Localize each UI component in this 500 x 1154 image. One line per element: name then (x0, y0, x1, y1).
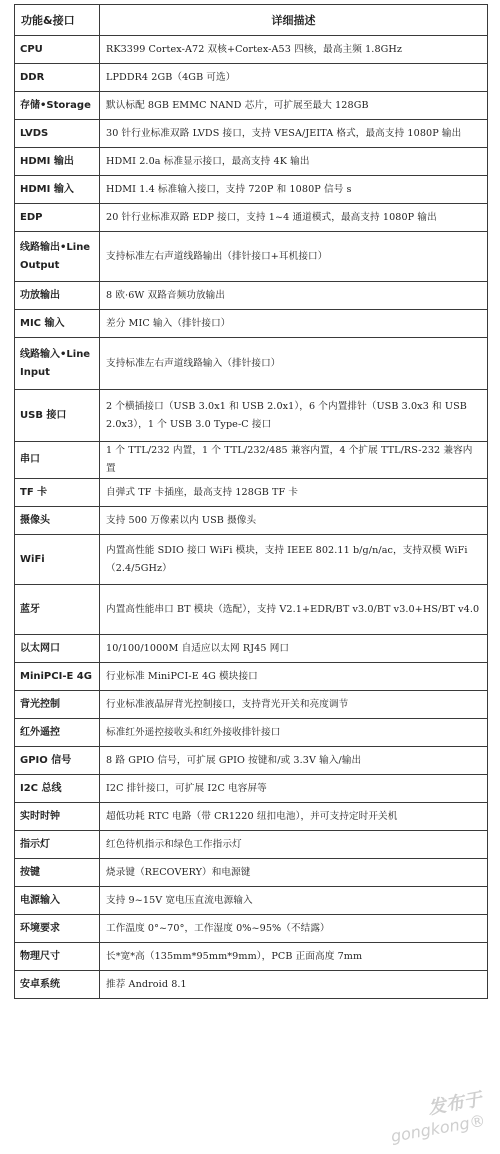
row-label: 物理尺寸 (15, 943, 100, 971)
row-value: 支持 9~15V 宽电压直流电源输入 (100, 887, 488, 915)
row-value: 支持 500 万像素以内 USB 摄像头 (100, 507, 488, 535)
table-row (15, 803, 488, 831)
table-row (15, 775, 488, 803)
row-label: 背光控制 (15, 691, 100, 719)
row-label: GPIO 信号 (15, 747, 100, 775)
row-value: 内置高性能串口 BT 模块（选配），支持 V2.1+EDR/BT v3.0/BT v3.0+HS/BT v4.0 (100, 585, 488, 635)
row-label: 电源输入 (15, 887, 100, 915)
table-row (15, 390, 488, 442)
row-label: 指示灯 (15, 831, 100, 859)
table-row (15, 719, 488, 747)
row-value: LPDDR4 2GB（4GB 可选） (100, 64, 488, 92)
row-label: 线路输出•Line Output (15, 232, 100, 282)
row-value: 10/100/1000M 自适应以太网 RJ45 网口 (100, 635, 488, 663)
watermark (385, 1085, 487, 1146)
row-label: USB 接口 (15, 390, 100, 442)
table-row (15, 204, 488, 232)
row-value: 1 个 TTL/232 内置，1 个 TTL/232/485 兼容内置，4 个扩展 TTL/RS-232 兼容内置 (100, 442, 488, 479)
row-value: 行业标准 MiniPCI-E 4G 模块接口 (100, 663, 488, 691)
row-label: CPU (15, 36, 100, 64)
row-label: WiFi (15, 535, 100, 585)
row-value: 行业标准液晶屏背光控制接口，支持背光开关和亮度调节 (100, 691, 488, 719)
row-value: 差分 MIC 输入（排针接口） (100, 310, 488, 338)
row-value: 内置高性能 SDIO 接口 WiFi 模块，支持 IEEE 802.11 b/g/n/ac，支持双模 WiFi（2.4/5GHz） (100, 535, 488, 585)
row-value: 工作温度 0°~70°，工作湿度 0%~95%（不结露） (100, 915, 488, 943)
row-value: 长*宽*高（135mm*95mm*9mm），PCB 正面高度 7mm (100, 943, 488, 971)
row-label: 以太网口 (15, 635, 100, 663)
row-label: I2C 总线 (15, 775, 100, 803)
watermark-line2: gongkong® (389, 1110, 488, 1146)
table-row (15, 535, 488, 585)
table-row (15, 747, 488, 775)
row-value: 红色待机指示和绿色工作指示灯 (100, 831, 488, 859)
row-label: 串口 (15, 442, 100, 479)
row-label: 线路输入•Line Input (15, 338, 100, 390)
row-value: 标准红外遥控接收头和红外接收排针接口 (100, 719, 488, 747)
table-row (15, 338, 488, 390)
row-value: 2 个横插接口（USB 3.0x1 和 USB 2.0x1），6 个内置排针（USB 3.0x3 和 USB 2.0x3），1 个 USB 3.0 Type-C 接口 (100, 390, 488, 442)
table-header-row (15, 5, 488, 36)
row-value: 烧录键（RECOVERY）和电源键 (100, 859, 488, 887)
row-label: DDR (15, 64, 100, 92)
row-value: 支持标准左右声道线路输出（排针接口+耳机接口） (100, 232, 488, 282)
table-row (15, 831, 488, 859)
watermark-line1: 发布于 (426, 1088, 484, 1120)
table-row (15, 310, 488, 338)
row-label: TF 卡 (15, 479, 100, 507)
row-label: 实时时钟 (15, 803, 100, 831)
table-row (15, 120, 488, 148)
spec-table-container (14, 4, 487, 999)
row-value: 20 针行业标准双路 EDP 接口，支持 1~4 通道模式，最高支持 1080P 输出 (100, 204, 488, 232)
row-label: MIC 输入 (15, 310, 100, 338)
row-label: 环境要求 (15, 915, 100, 943)
row-label: MiniPCI-E 4G (15, 663, 100, 691)
row-label: 安卓系统 (15, 971, 100, 999)
row-value: 超低功耗 RTC 电路（带 CR1220 纽扣电池），并可支持定时开关机 (100, 803, 488, 831)
table-row (15, 479, 488, 507)
row-label: 红外遥控 (15, 719, 100, 747)
header-description: 详细描述 (100, 5, 488, 36)
row-value: 默认标配 8GB EMMC NAND 芯片，可扩展至最大 128GB (100, 92, 488, 120)
table-row (15, 176, 488, 204)
table-row (15, 64, 488, 92)
spec-table (14, 4, 488, 999)
row-label: 摄像头 (15, 507, 100, 535)
table-row (15, 92, 488, 120)
table-row (15, 887, 488, 915)
row-label: HDMI 输出 (15, 148, 100, 176)
table-row (15, 859, 488, 887)
row-label: 功放输出 (15, 282, 100, 310)
row-value: HDMI 1.4 标准输入接口，支持 720P 和 1080P 信号 s (100, 176, 488, 204)
row-value: 支持标准左右声道线路输入（排针接口） (100, 338, 488, 390)
row-value: 自弹式 TF 卡插座，最高支持 128GB TF 卡 (100, 479, 488, 507)
row-value: 推荐 Android 8.1 (100, 971, 488, 999)
row-label: 按键 (15, 859, 100, 887)
row-value: 30 针行业标准双路 LVDS 接口，支持 VESA/JEITA 格式，最高支持 1080P 输出 (100, 120, 488, 148)
row-value: RK3399 Cortex-A72 双核+Cortex-A53 四核，最高主频 1.8GHz (100, 36, 488, 64)
header-function-interface: 功能&接口 (15, 5, 100, 36)
table-row (15, 36, 488, 64)
table-row (15, 635, 488, 663)
row-label: 蓝牙 (15, 585, 100, 635)
row-value: HDMI 2.0a 标准显示接口，最高支持 4K 输出 (100, 148, 488, 176)
table-row (15, 585, 488, 635)
table-row (15, 282, 488, 310)
table-row (15, 507, 488, 535)
table-row (15, 232, 488, 282)
table-row (15, 442, 488, 479)
row-label: LVDS (15, 120, 100, 148)
table-row (15, 971, 488, 999)
table-row (15, 915, 488, 943)
table-row (15, 148, 488, 176)
table-row (15, 943, 488, 971)
row-label: EDP (15, 204, 100, 232)
row-label: 存储•Storage (15, 92, 100, 120)
table-row (15, 691, 488, 719)
row-label: HDMI 输入 (15, 176, 100, 204)
row-value: I2C 排针接口，可扩展 I2C 电容屏等 (100, 775, 488, 803)
row-value: 8 欧·6W 双路音频功放输出 (100, 282, 488, 310)
spec-table-body (15, 36, 488, 999)
table-row (15, 663, 488, 691)
row-value: 8 路 GPIO 信号，可扩展 GPIO 按键和/或 3.3V 输入/输出 (100, 747, 488, 775)
